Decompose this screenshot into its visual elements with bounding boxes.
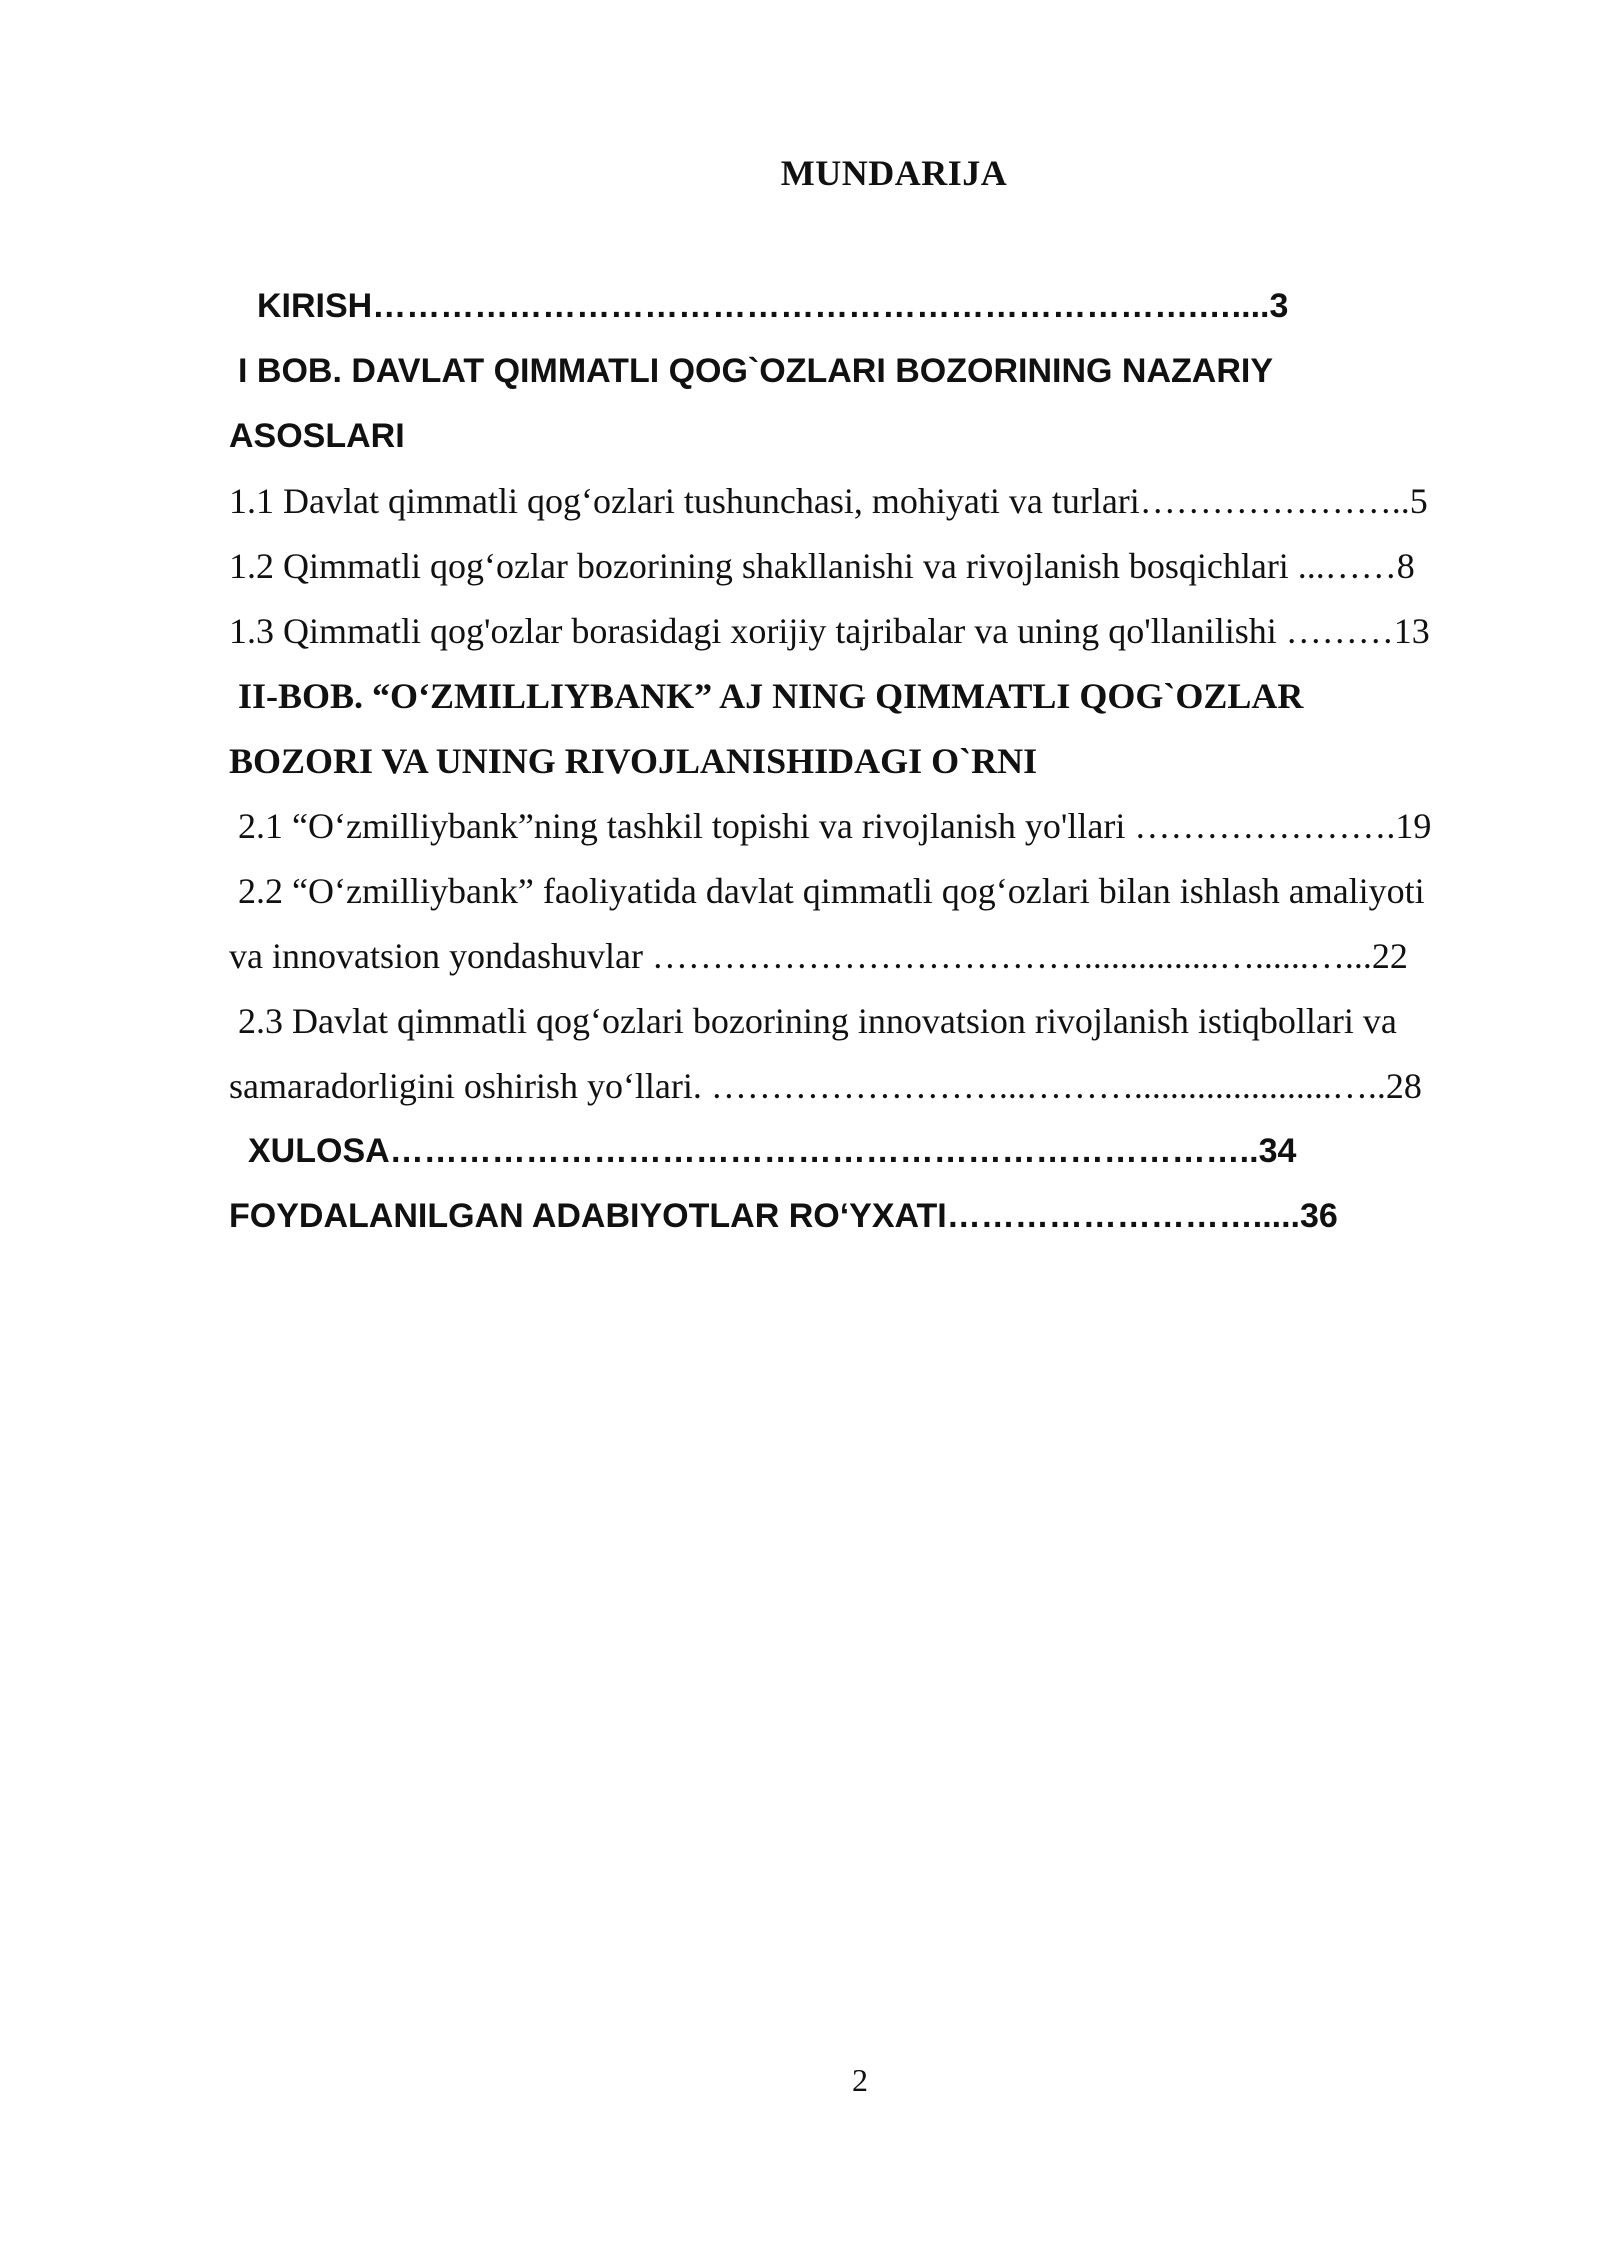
toc-entry-1-1: 1.1 Davlat qimmatli qog‘ozlari tushunchasi, mohiyati va turlari…………………..5 (229, 481, 1428, 521)
toc-entry-kirish: KIRISH……………………………………………………………….…....3 (257, 287, 1289, 325)
toc-entry-1-2: 1.2 Qimmatli qog‘ozlar bozorining shakllanishi va rivojlanish bosqichlari ...……8 (229, 546, 1415, 586)
page-number: 2 (852, 2062, 868, 2098)
toc-entry-2-2-cont: va innovatsion yondashuvlar ………………………………...............…......…...22 (229, 936, 1408, 976)
toc-entry-bob1-title-cont: ASOSLARI (229, 417, 405, 455)
toc-entry-2-1: 2.1 “O‘zmilliybank”ning tashkil topishi va rivojlanish yo'llari ………………….19 (238, 806, 1432, 846)
toc-entry-bob2-title: II-BOB. “O‘ZMILLIYBANK” AJ NING QIMMATLI QOG`OZLAR (238, 676, 1304, 716)
toc-entry-adabiyotlar: FOYDALANILGAN ADABIYOTLAR RO‘YXATI……………………….....36 (229, 1197, 1338, 1235)
toc-entry-2-3: 2.3 Davlat qimmatli qog‘ozlari bozorining innovatsion rivojlanish istiqbollari va (238, 1001, 1397, 1041)
toc-entry-2-2: 2.2 “O‘zmilliybank” faoliyatida davlat qimmatli qog‘ozlari bilan ishlash amaliyoti (238, 871, 1425, 911)
page-title: MUNDARIJA (780, 153, 1008, 193)
toc-entry-bob1-title: I BOB. DAVLAT QIMMATLI QOG`OZLARI BOZORINING NAZARIY (238, 352, 1274, 390)
toc-entry-2-3-cont: samaradorligini oshirish yo‘llari. ……………………...………......................…..28 (229, 1066, 1422, 1106)
toc-entry-1-3: 1.3 Qimmatli qog'ozlar borasidagi xorijiy tajribalar va uning qo'llanilishi ………13 (229, 611, 1430, 651)
toc-entry-bob2-title-cont: BOZORI VA UNING RIVOJLANISHIDAGI O`RNI (229, 741, 1038, 781)
toc-entry-xulosa: XULOSA…………………………………………………………………..34 (248, 1132, 1297, 1170)
